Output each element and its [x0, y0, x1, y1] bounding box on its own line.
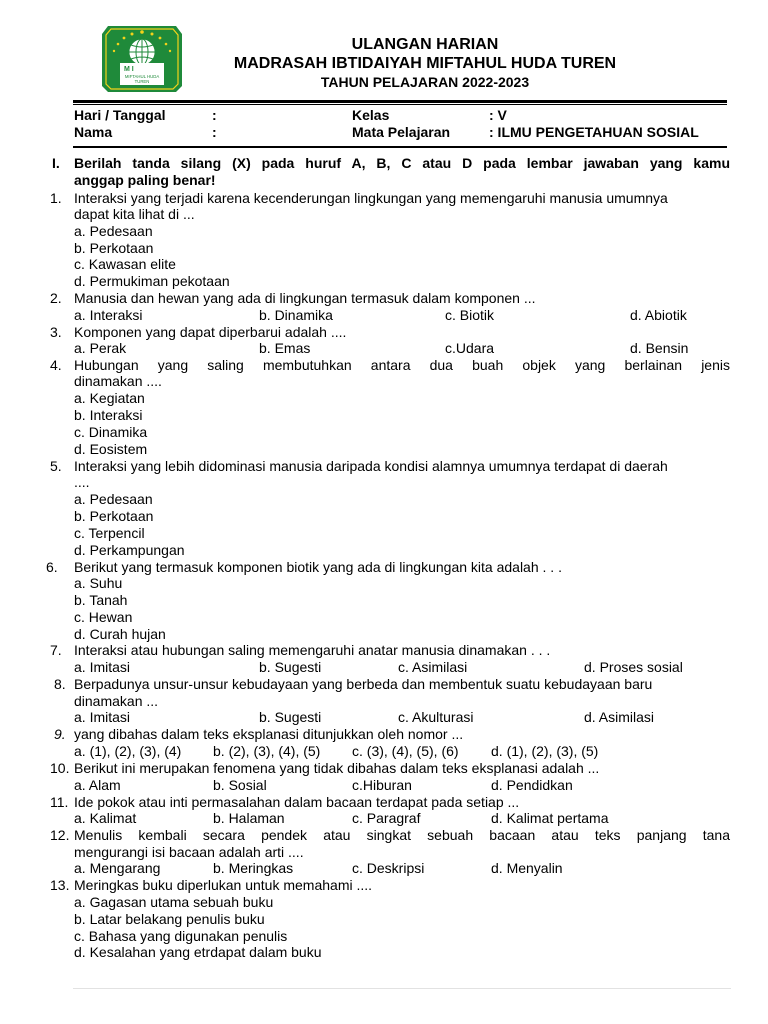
answer-option[interactable]: d. Kalimat pertama: [491, 810, 609, 826]
subject-label: Mata Pelajaran: [352, 124, 451, 140]
day-date-label: Hari / Tanggal: [74, 107, 166, 123]
answer-option[interactable]: b. Interaksi: [74, 407, 143, 423]
question-number: 2.: [50, 290, 62, 306]
answer-option[interactable]: c. Paragraf: [352, 810, 421, 826]
answer-option[interactable]: c. Dinamika: [74, 424, 148, 440]
answer-option[interactable]: d. Eosistem: [74, 441, 148, 457]
question-text: Hubungan yang saling membutuhkan antara dua buah objek yang berlainan jenis: [74, 357, 730, 373]
answer-option[interactable]: b. Perkotaan: [74, 508, 154, 524]
question-number: 7.: [50, 642, 62, 658]
question-text: Interaksi yang lebih didominasi manusia daripada kondisi alamnya umumnya terdapat di daerah: [74, 458, 668, 474]
answer-option[interactable]: c. Kawasan elite: [74, 256, 176, 272]
answer-option[interactable]: c. Deskripsi: [352, 860, 425, 876]
name-field[interactable]: :: [212, 124, 217, 140]
answer-option[interactable]: a. Pedesaan: [74, 223, 153, 239]
answer-option[interactable]: a. Alam: [74, 777, 121, 793]
answer-option[interactable]: a. Perak: [74, 340, 127, 356]
question-text: yang dibahas dalam teks eksplanasi ditunjukkan oleh nomor ...: [74, 726, 464, 742]
header-divider-thin: [73, 104, 727, 105]
answer-option[interactable]: d. Abiotik: [630, 307, 687, 323]
class-value: : V: [489, 107, 507, 123]
question-number: 11.: [50, 794, 69, 810]
instruction-number: I.: [52, 155, 60, 171]
answer-option[interactable]: d. Kesalahan yang etrdapat dalam buku: [74, 944, 322, 960]
answer-option[interactable]: d. Perkampungan: [74, 542, 185, 558]
question-number: 9.: [54, 726, 66, 742]
class-label: Kelas: [352, 107, 390, 123]
question-number: 4.: [50, 357, 62, 373]
answer-option[interactable]: b. Halaman: [213, 810, 285, 826]
answer-option[interactable]: c. Bahasa yang digunakan penulis: [74, 928, 288, 944]
answer-option[interactable]: c. Hewan: [74, 609, 133, 625]
academic-year: TAHUN PELAJARAN 2022-2023: [320, 74, 530, 90]
page-footer-divider: [73, 988, 731, 989]
answer-option[interactable]: a. Suhu: [74, 575, 123, 591]
question-text: Komponen yang dapat diperbarui adalah ....: [74, 324, 347, 340]
answer-option[interactable]: d. (1), (2), (3), (5): [491, 743, 599, 759]
answer-option[interactable]: c.Udara: [445, 340, 495, 356]
school-logo: [100, 22, 184, 96]
answer-option[interactable]: d. Proses sosial: [584, 659, 683, 675]
svg-text:MIFTAHUL HUDA: MIFTAHUL HUDA: [124, 74, 160, 79]
exam-title: ULANGAN HARIAN: [351, 36, 499, 53]
answer-option[interactable]: b. (2), (3), (4), (5): [213, 743, 321, 759]
answer-option[interactable]: a. Kalimat: [74, 810, 137, 826]
question-text: Interaksi atau hubungan saling memengaruhi anatar manusia dinamakan . . .: [74, 642, 551, 658]
answer-option[interactable]: b. Latar belakang penulis buku: [74, 911, 265, 927]
question-text: Meringkas buku diperlukan untuk memahami ....: [74, 877, 373, 893]
question-text: Berpadunya unsur-unsur kebudayaan yang berbeda dan membentuk suatu kebudayaan baru: [74, 676, 653, 692]
question-number: 1.: [50, 190, 62, 206]
answer-option[interactable]: a. Interaksi: [74, 307, 143, 323]
svg-text:TUREN: TUREN: [134, 79, 150, 84]
name-label: Nama: [74, 124, 113, 140]
answer-option[interactable]: b. Perkotaan: [74, 240, 154, 256]
answer-option[interactable]: c. Akulturasi: [398, 709, 474, 725]
instruction-line: anggap paling benar!: [74, 172, 216, 188]
question-number: 10.: [50, 760, 70, 776]
question-text: dinamakan ...: [74, 693, 159, 709]
question-number: 8.: [54, 676, 66, 692]
header-divider-thick: [73, 100, 727, 103]
answer-option[interactable]: c.Hiburan: [352, 777, 412, 793]
answer-option[interactable]: d. Pendidkan: [491, 777, 573, 793]
answer-option[interactable]: b. Sugesti: [259, 659, 322, 675]
answer-option[interactable]: b. Tanah: [74, 592, 128, 608]
question-text: Berikut ini merupakan fenomena yang tidak dibahas dalam teks eksplanasi adalah ...: [74, 760, 600, 776]
answer-option[interactable]: a. (1), (2), (3), (4): [74, 743, 182, 759]
answer-option[interactable]: b. Sosial: [213, 777, 267, 793]
answer-option[interactable]: a. Kegiatan: [74, 390, 145, 406]
answer-option[interactable]: a. Pedesaan: [74, 491, 153, 507]
answer-option[interactable]: a. Imitasi: [74, 709, 131, 725]
answer-option[interactable]: c. Biotik: [445, 307, 495, 323]
answer-option[interactable]: a. Imitasi: [74, 659, 131, 675]
subject-value: : ILMU PENGETAHUAN SOSIAL: [489, 124, 699, 140]
answer-option[interactable]: c. Asimilasi: [398, 659, 468, 675]
question-number: 13.: [50, 877, 70, 893]
question-number: 12.: [50, 827, 70, 843]
answer-option[interactable]: d. Bensin: [630, 340, 689, 356]
day-date-field[interactable]: :: [212, 107, 217, 123]
question-number: 6.: [46, 559, 58, 575]
school-name: MADRASAH IBTIDAIYAH MIFTAHUL HUDA TUREN: [233, 55, 617, 72]
answer-option[interactable]: a. Gagasan utama sebuah buku: [74, 894, 274, 910]
question-text: Manusia dan hewan yang ada di lingkungan termasuk dalam komponen ...: [74, 290, 536, 306]
question-text: dinamakan ....: [74, 373, 162, 389]
question-text: Berikut yang termasuk komponen biotik yang ada di lingkungan kita adalah . . .: [74, 559, 562, 575]
answer-option[interactable]: b. Sugesti: [259, 709, 322, 725]
answer-option[interactable]: b. Meringkas: [213, 860, 294, 876]
meta-divider: [73, 146, 727, 148]
question-text: Ide pokok atau inti permasalahan dalam bacaan terdapat pada setiap ...: [74, 794, 520, 810]
instruction-line: Berilah tanda silang (X) pada huruf A, B, C atau D pada lembar jawaban yang kamu: [74, 155, 730, 171]
question-number: 5.: [50, 458, 62, 474]
answer-option[interactable]: d. Menyalin: [491, 860, 563, 876]
answer-option[interactable]: a. Mengarang: [74, 860, 161, 876]
answer-option[interactable]: d. Curah hujan: [74, 626, 166, 642]
question-text: dapat kita lihat di ...: [74, 206, 195, 222]
question-text: Menulis kembali secara pendek atau singkat sebuah bacaan atau teks panjang tana: [74, 827, 730, 843]
answer-option[interactable]: d. Permukiman pekotaan: [74, 273, 230, 289]
question-text: ....: [74, 474, 90, 490]
answer-option[interactable]: b. Emas: [259, 340, 311, 356]
svg-text:M I: M I: [124, 66, 134, 73]
question-text: Interaksi yang terjadi karena kecenderungan lingkungan yang memengaruhi manusia umumnya: [74, 190, 668, 206]
answer-option[interactable]: c. (3), (4), (5), (6): [352, 743, 459, 759]
answer-option[interactable]: d. Asimilasi: [584, 709, 655, 725]
answer-option[interactable]: b. Dinamika: [259, 307, 333, 323]
question-text: mengurangi isi bacaan adalah arti ....: [74, 844, 304, 860]
answer-option[interactable]: c. Terpencil: [74, 525, 145, 541]
question-number: 3.: [50, 324, 62, 340]
